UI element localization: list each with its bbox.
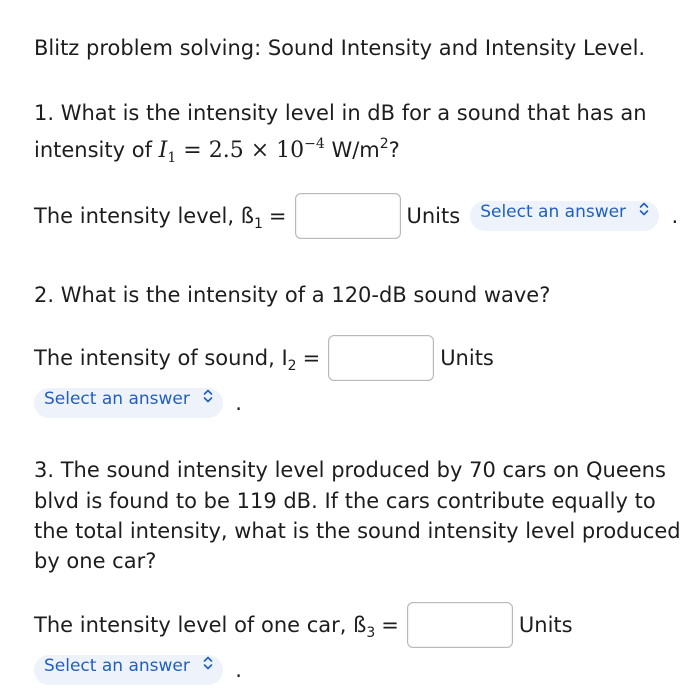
q3-text-line-4: by one car? xyxy=(34,549,157,573)
q1-question-mark: ? xyxy=(388,138,400,162)
q1-math-rest: = 2.5 × 10 xyxy=(183,138,305,163)
q2-select-label: Select an answer xyxy=(44,389,190,409)
q2-answer-label-text: The intensity of sound, I xyxy=(34,346,288,370)
q1-answer-input[interactable] xyxy=(295,193,401,239)
q3-answer-label-text: The intensity level of one car, ß xyxy=(34,613,367,637)
page-title: Blitz problem solving: Sound Intensity and Intensity Level. xyxy=(34,36,646,60)
q1-select-label: Select an answer xyxy=(480,202,627,222)
q1-units-select[interactable] xyxy=(470,201,659,231)
q3-answer-label xyxy=(34,613,376,641)
q1-math-sub: 1 xyxy=(167,150,177,166)
q1-equals: = xyxy=(268,204,287,228)
chevron-up-down-icon xyxy=(639,201,649,217)
q3-answer-row xyxy=(34,602,573,648)
q2-answer-input[interactable] xyxy=(328,335,434,381)
q2-answer-label xyxy=(34,346,297,374)
q1-math-var: I xyxy=(158,138,168,163)
q1-text-line-1: 1. What is the intensity level in dB for a sound that has an xyxy=(34,101,647,125)
q3-units-label: Units xyxy=(518,613,573,637)
chevron-up-down-icon xyxy=(203,655,213,671)
q1-units xyxy=(331,138,399,162)
q1-answer-label-text: The intensity level, ß xyxy=(34,204,254,228)
q2-answer-row xyxy=(34,335,494,381)
q1-answer-label xyxy=(34,204,263,232)
q3-equals: = xyxy=(381,613,399,637)
q3-units-select[interactable] xyxy=(34,655,223,685)
q2-answer-label-sub: 2 xyxy=(287,358,297,374)
q3-text-line-3: the total intensity, what is the sound intensity level produced xyxy=(34,519,681,543)
q3-text-line-1: 3. The sound intensity level produced by 70 cars on Queens xyxy=(34,458,666,482)
q1-answer-label-sub: 1 xyxy=(253,216,263,232)
q3-answer-label-sub: 3 xyxy=(366,625,376,641)
q1-units-label: Units xyxy=(406,204,461,228)
q3-period: . xyxy=(235,658,242,682)
q1-period: . xyxy=(671,204,679,228)
q3-select-label: Select an answer xyxy=(44,656,190,676)
q2-units-select[interactable] xyxy=(34,388,223,418)
q1-answer-row xyxy=(34,193,678,239)
q2-text-line-1: 2. What is the intensity of a 120-dB sound wave? xyxy=(34,283,551,307)
q3-select-row xyxy=(34,655,242,685)
q2-equals: = xyxy=(302,346,321,370)
q1-text-line-2 xyxy=(34,135,400,166)
q3-answer-input[interactable] xyxy=(407,602,513,648)
q2-select-row xyxy=(34,388,242,418)
q1-math-expression xyxy=(158,136,325,166)
q1-math-exp: −4 xyxy=(304,136,325,152)
q2-units-label: Units xyxy=(440,346,494,370)
q1-units-tail: W/m xyxy=(331,138,380,162)
chevron-up-down-icon xyxy=(203,388,213,404)
q1-intensity-prefix: intensity of xyxy=(34,138,152,162)
q1-units-exp: 2 xyxy=(379,136,389,152)
q3-text-line-2: blvd is found to be 119 dB. If the cars contribute equally to xyxy=(34,489,656,513)
q2-period: . xyxy=(235,391,242,415)
